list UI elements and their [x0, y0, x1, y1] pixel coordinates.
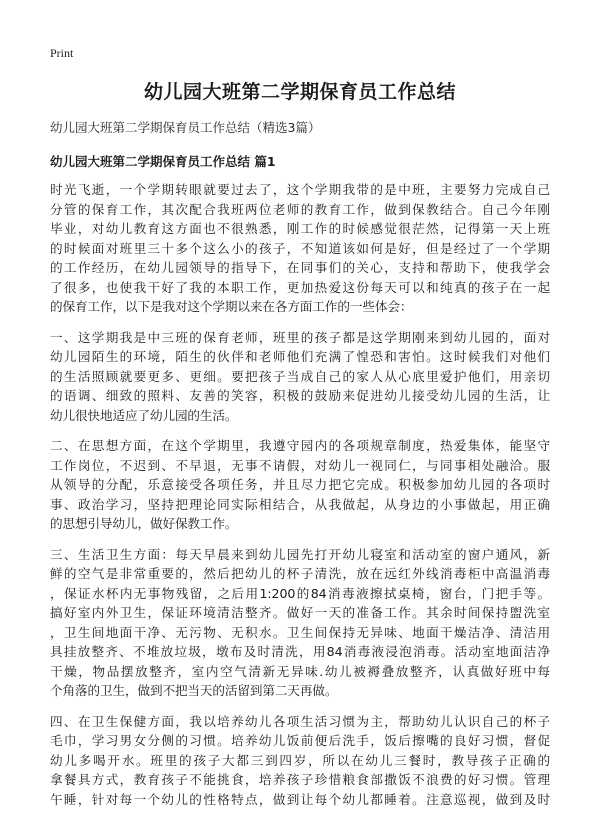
paragraph-line: 从领导的分配，乐意接受各项任务，并且尽力把它完成。积极参加幼儿园的各项时 — [50, 477, 550, 492]
paragraph-line: 个角落的卫生，做到不把当天的活留到第二天再做。 — [50, 683, 338, 698]
paragraph-line: 工作岗位，不迟到、不早退，无事不请假，对幼儿一视同仁，与同事相处融洽。服 — [50, 457, 550, 473]
paragraph-line: 二、在思想方面，在这个学期里，我遵守园内的各项规章制度，热爱集体，能坚守 — [50, 438, 550, 453]
paragraph-line: 一、这学期我是中三班的保育老师，班里的孩子都是这学期刚来到幼儿园的，面对 — [50, 329, 550, 345]
body-paragraph — [50, 712, 550, 810]
body-paragraph — [50, 436, 550, 534]
paragraph-line: 的保育工作，以下是我对这个学期以来在各方面工作的一些体会： — [50, 299, 413, 314]
paragraph-line: 搞好室内外卫生，保证环境清洁整齐。做好一天的准备工作。其余时间保持盥洗室 — [50, 605, 550, 620]
paragraph-line: 幼儿园陌生的环境，陌生的伙伴和老师他们充满了惶恐和害怕。这时候我们对他们 — [50, 349, 550, 364]
document-subtitle: 幼儿园大班第二学期保育员工作总结（精选3篇） — [50, 120, 321, 135]
paragraph-line: 幼儿很快地适应了幼儿园的生活。 — [50, 407, 238, 423]
paragraph-line: 四、在卫生保健方面，我以培养幼儿各项生活习惯为主，帮助幼儿认识自己的杯子 — [50, 713, 550, 729]
paragraph-line: 干燥，物品摆放整齐，室内空气清新无异味.幼儿被褥叠放整齐，认真做好班中每 — [50, 663, 550, 679]
paragraph-line: ，卫生间地面干净、无污物、无积水。卫生间保持无异味、地面干燥洁净、清洁用 — [50, 624, 550, 640]
document-title: 幼儿园大班第二学期保育员工作总结 — [143, 81, 456, 103]
paragraph-line: 拿餐具方式，教育孩子不能挑食，培养孩子珍惜粮食部撒饭不浪费的好习惯。管理 — [50, 772, 550, 787]
body-paragraph — [50, 180, 550, 317]
paragraph-line: 具挂放整齐、不堆放垃圾，墩布及时清洗，用84消毒液浸泡消毒。活动室地面洁净 — [50, 644, 550, 659]
document-body — [50, 180, 550, 820]
paragraph-line: 午睡，针对每一个幼儿的性格特点，做到让每个幼儿都睡着。注意巡视，做到及时 — [50, 791, 550, 807]
body-paragraph — [50, 545, 550, 701]
paragraph-line: 鲜的空气是非常重要的，然后把幼儿的杯子清洗，放在远红外线消毒柜中高温消毒 — [50, 566, 550, 581]
paragraph-line: ，保证水杯内无事物残留，之后用1:200的84消毒液擦拭桌椅，窗台，门把手等。 — [50, 585, 550, 601]
paragraph-line: 毛巾，学习男女分侧的习惯。培养幼儿饭前便后洗手，饭后擦嘴的良好习惯，督促 — [50, 733, 550, 748]
paragraph-line: 分管的保育工作，其次配合我班两位老师的教育工作，做到保教结合。自己今年刚 — [50, 201, 550, 217]
section-heading: 幼儿园大班第二学期保育员工作总结 篇1 — [50, 154, 276, 169]
paragraph-line: 事、政治学习，坚持把理论同实际相结合，从我做起，从身边的小事做起，用正确 — [50, 496, 550, 512]
paragraph-line: 时光飞逝，一个学期转眼就要过去了，这个学期我带的是中班，主要努力完成自己 — [50, 182, 550, 197]
paragraph-line: 的思想引导幼儿，做好保教工作。 — [50, 516, 238, 531]
paragraph-line: 的时候面对班里三十多个这么小的孩子，不知道该如何是好，但是经过了一个学期 — [50, 240, 550, 256]
paragraph-line: 毕业，对幼儿教育这方面也不很熟悉，刚工作的时候感觉很茫然，记得第一天上班 — [50, 221, 550, 236]
paragraph-line: 了很多，也使我干好了我的本职工作，更加热爱这份每天可以和纯真的孩子在一起 — [50, 279, 550, 295]
paragraph-line: 的生活照顾就要更多、更细。要把孩子当成自己的家人从心底里爱护他们，用亲切 — [50, 368, 550, 384]
paragraph-line: 三、生活卫生方面：每天早晨来到幼儿园先打开幼儿寝室和活动室的窗户通风，新 — [50, 546, 550, 562]
paragraph-line: 的语调、细致的照料、友善的笑容，积极的鼓励来促进幼儿接受幼儿园的生活，让 — [50, 388, 550, 403]
body-paragraph — [50, 328, 550, 426]
paragraph-line: 的工作经历，在幼儿园领导的指导下，在同事们的关心，支持和帮助下，使我学会 — [50, 260, 550, 275]
print-label: Print — [50, 46, 74, 60]
paragraph-line: 幼儿多喝开水。班里的孩子大都三到四岁，所以在幼儿三餐时，教导孩子正确的 — [50, 752, 550, 768]
